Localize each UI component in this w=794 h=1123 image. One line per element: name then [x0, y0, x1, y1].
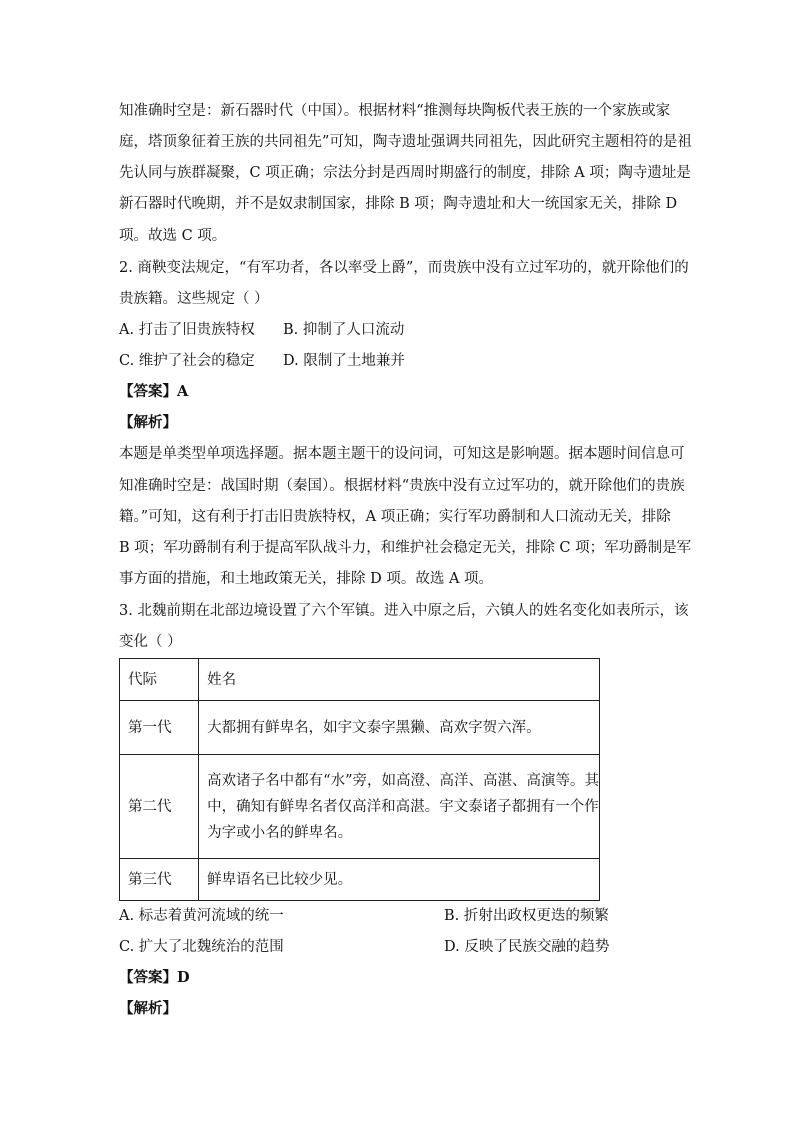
- q2-option-d: D. 限制了土地兼并: [283, 353, 405, 369]
- table-row: [120, 859, 600, 901]
- q2-option-c: C. 维护了社会的稳定: [119, 353, 255, 369]
- q2-analysis-line: 事方面的措施，和土地政策无关，排除 D 项。故选 A 项。: [119, 571, 494, 587]
- q2-answer: 【答案】A: [119, 383, 189, 400]
- q2-analysis-line: 本题是单类型单项选择题。据本题主题干的设问词，可知这是影响题。据本题时间信息可: [119, 446, 685, 462]
- cell-line: 为字或小名的鲜卑名。: [207, 824, 353, 841]
- q2-analysis-line: 籍。”可知，这有利于打击旧贵族特权，A 项正确；实行军功爵制和人口流动无关，排除: [119, 509, 671, 525]
- q2-analysis-label: 【解析】: [119, 414, 177, 431]
- paragraph-line: 先认同与族群凝聚，C 项正确；宗法分封是西周时期盛行的制度，排除 A 项；陶寺遗址是: [119, 165, 691, 181]
- q3-answer: 【答案】D: [119, 969, 190, 986]
- names-cell: [199, 755, 600, 859]
- q2-analysis-line: 知准确时空是：战国时期（秦国）。根据材料“贵族中没有立过军功的，就开除他们的贵族: [119, 478, 685, 494]
- question-3-stem: 3. 北魏前期在北部边境设置了六个军镇。进入中原之后，六镇人的姓名变化如表所示，该: [119, 603, 689, 619]
- q3-option-a: A. 标志着黄河流域的统一: [119, 908, 284, 924]
- q2-analysis-line: B 项；军功爵制有利于提高军队战斗力，和维护社会稳定无关，排除 C 项；军功爵制是军: [119, 540, 692, 556]
- names-cell: [199, 701, 600, 755]
- cell-line: 高欢诸子名中都有“水”旁，如高澄、高洋、高湛、高演等。其: [207, 772, 599, 789]
- table-header-row: [120, 659, 600, 701]
- paragraph-line: 新石器时代晚期，并不是奴隶制国家，排除 B 项；陶寺遗址和大一统国家无关，排除 D: [119, 196, 678, 212]
- table-row: [120, 701, 600, 755]
- question-2-stem: 2. 商鞅变法规定，“有军功者，各以率受上爵”，而贵族中没有立过军功的，就开除他们的: [119, 260, 689, 276]
- q3-option-d: D. 反映了民族交融的趋势: [444, 939, 610, 955]
- cell-line: 鲜卑语名已比较少见。: [207, 871, 353, 888]
- q3-option-b: B. 折射出政权更迭的频繁: [444, 908, 609, 924]
- paragraph-line: 项。故选 C 项。: [119, 228, 227, 244]
- question-2-stem: 贵族籍。这些规定（ ）: [119, 291, 269, 307]
- table-row: [120, 755, 600, 859]
- q2-option-b: B. 抑制了人口流动: [283, 322, 405, 338]
- generation-cell: 第二代: [120, 755, 199, 859]
- generation-cell: 第三代: [120, 859, 199, 901]
- generation-cell: 第一代: [120, 701, 199, 755]
- table-header-cell: 代际: [120, 659, 199, 701]
- q2-option-a: A. 打击了旧贵族特权: [119, 322, 255, 338]
- paragraph-line: 知准确时空是：新石器时代（中国）。根据材料“推测每块陶板代表王族的一个家族或家: [119, 103, 671, 119]
- table-header-cell: 姓名: [199, 659, 600, 701]
- q3-analysis-label: 【解析】: [119, 1000, 177, 1017]
- cell-line: 大都拥有鲜卑名，如宇文泰字黑獭、高欢字贺六浑。: [207, 719, 541, 736]
- q3-option-c: C. 扩大了北魏统治的范围: [119, 939, 284, 955]
- paragraph-line: 庭，塔顶象征着王族的共同祖先”可知，陶寺遗址强调共同祖先，因此研究主题相符的是祖: [119, 134, 692, 150]
- cell-line: 中，确知有鲜卑名者仅高洋和高湛。宇文泰诸子都拥有一个作: [207, 798, 599, 815]
- names-table: [119, 658, 600, 901]
- names-cell: [199, 859, 600, 901]
- question-3-stem: 变化（ ）: [119, 634, 182, 650]
